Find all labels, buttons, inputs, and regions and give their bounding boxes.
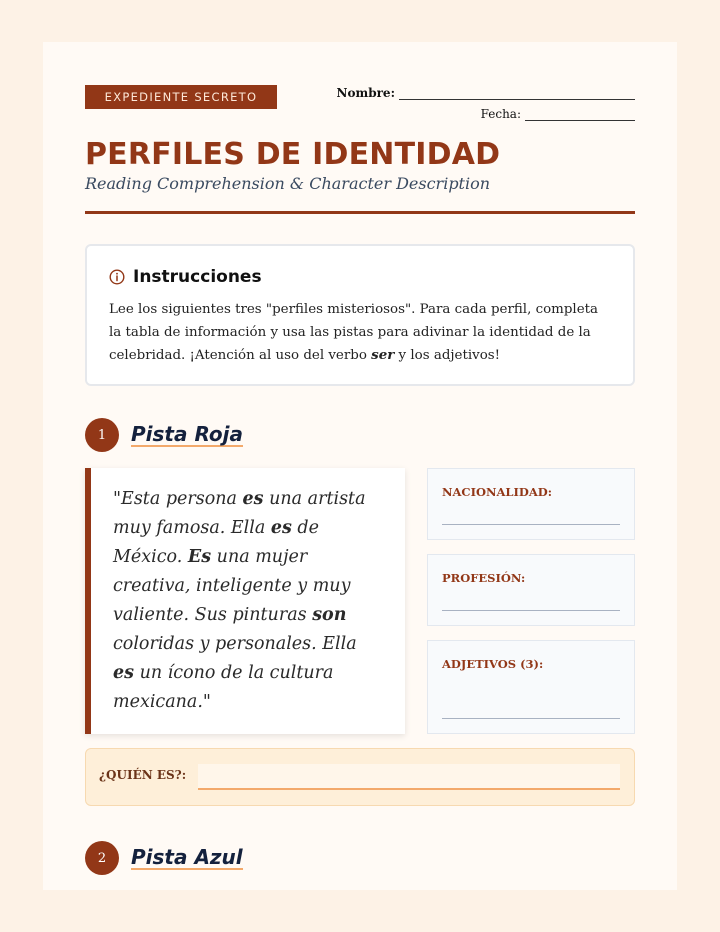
quote-segment: coloridas y personales. Ella xyxy=(113,634,357,654)
secret-file-badge: EXPEDIENTE SECRETO xyxy=(85,85,277,109)
quote-segment: una artista muy famosa. Ella xyxy=(113,489,366,538)
profession-label: PROFESIÓN: xyxy=(442,571,526,585)
section-1-header xyxy=(85,418,243,452)
nationality-box xyxy=(427,468,635,540)
instructions-text xyxy=(109,298,613,367)
page-content xyxy=(85,42,635,890)
date-field xyxy=(481,107,635,121)
section-1-number: 1 xyxy=(85,418,119,452)
adjectives-answer-line[interactable] xyxy=(442,718,620,719)
profession-box xyxy=(427,554,635,626)
instructions-text-bold: ser xyxy=(371,347,395,363)
nationality-label: NACIONALIDAD: xyxy=(442,485,552,499)
name-field xyxy=(337,86,635,100)
quote-verb-ser: son xyxy=(312,605,347,625)
quote-verb-ser: Es xyxy=(187,547,212,567)
quote-segment: un ícono de la cultura mexicana." xyxy=(113,663,334,712)
profession-answer-line[interactable] xyxy=(442,610,620,611)
page-title: PERFILES DE IDENTIDAD xyxy=(85,137,501,172)
instructions-text-part-2: y los adjetivos! xyxy=(394,348,501,363)
clue-quote-card xyxy=(85,468,405,734)
instructions-title: Instrucciones xyxy=(133,267,262,287)
quote-verb-ser: es xyxy=(270,518,292,538)
section-2-number: 2 xyxy=(85,841,119,875)
instructions-text-part-1: Lee los siguientes tres "perfiles misteriosos". Para cada perfil, completa la tabla de información y usa las pistas para adivinar la identidad de la celebridad. ¡Atención al uso del verbo xyxy=(109,302,598,363)
clue-quote-text xyxy=(113,485,383,717)
quote-segment: de México. xyxy=(113,518,319,567)
quote-verb-ser: es xyxy=(113,663,134,683)
quote-verb-ser: es xyxy=(242,489,264,509)
date-label: Fecha: xyxy=(480,107,521,121)
name-input-line[interactable] xyxy=(399,87,635,100)
date-input-line[interactable] xyxy=(525,108,635,121)
page-subtitle: Reading Comprehension & Character Description xyxy=(85,174,491,193)
instructions-header xyxy=(109,267,262,287)
instructions-box xyxy=(85,244,635,386)
adjectives-box xyxy=(427,640,635,734)
section-2-header xyxy=(85,841,243,875)
who-is-it-input[interactable] xyxy=(198,764,620,790)
info-icon xyxy=(109,269,125,285)
who-is-it-label: ¿QUIÉN ES?: xyxy=(99,768,187,782)
worksheet-page xyxy=(43,42,677,890)
title-divider xyxy=(85,211,635,214)
quote-segment: "Esta persona xyxy=(113,489,243,509)
section-1-title: Pista Roja xyxy=(131,422,243,446)
who-is-it-box xyxy=(85,748,635,806)
quote-segment: una mujer creativa, inteligente y muy valiente. Sus pinturas xyxy=(113,547,351,625)
adjectives-label: ADJETIVOS (3): xyxy=(442,657,544,671)
nationality-answer-line[interactable] xyxy=(442,524,620,525)
section-2-title: Pista Azul xyxy=(131,845,243,869)
name-label: Nombre: xyxy=(336,86,395,100)
